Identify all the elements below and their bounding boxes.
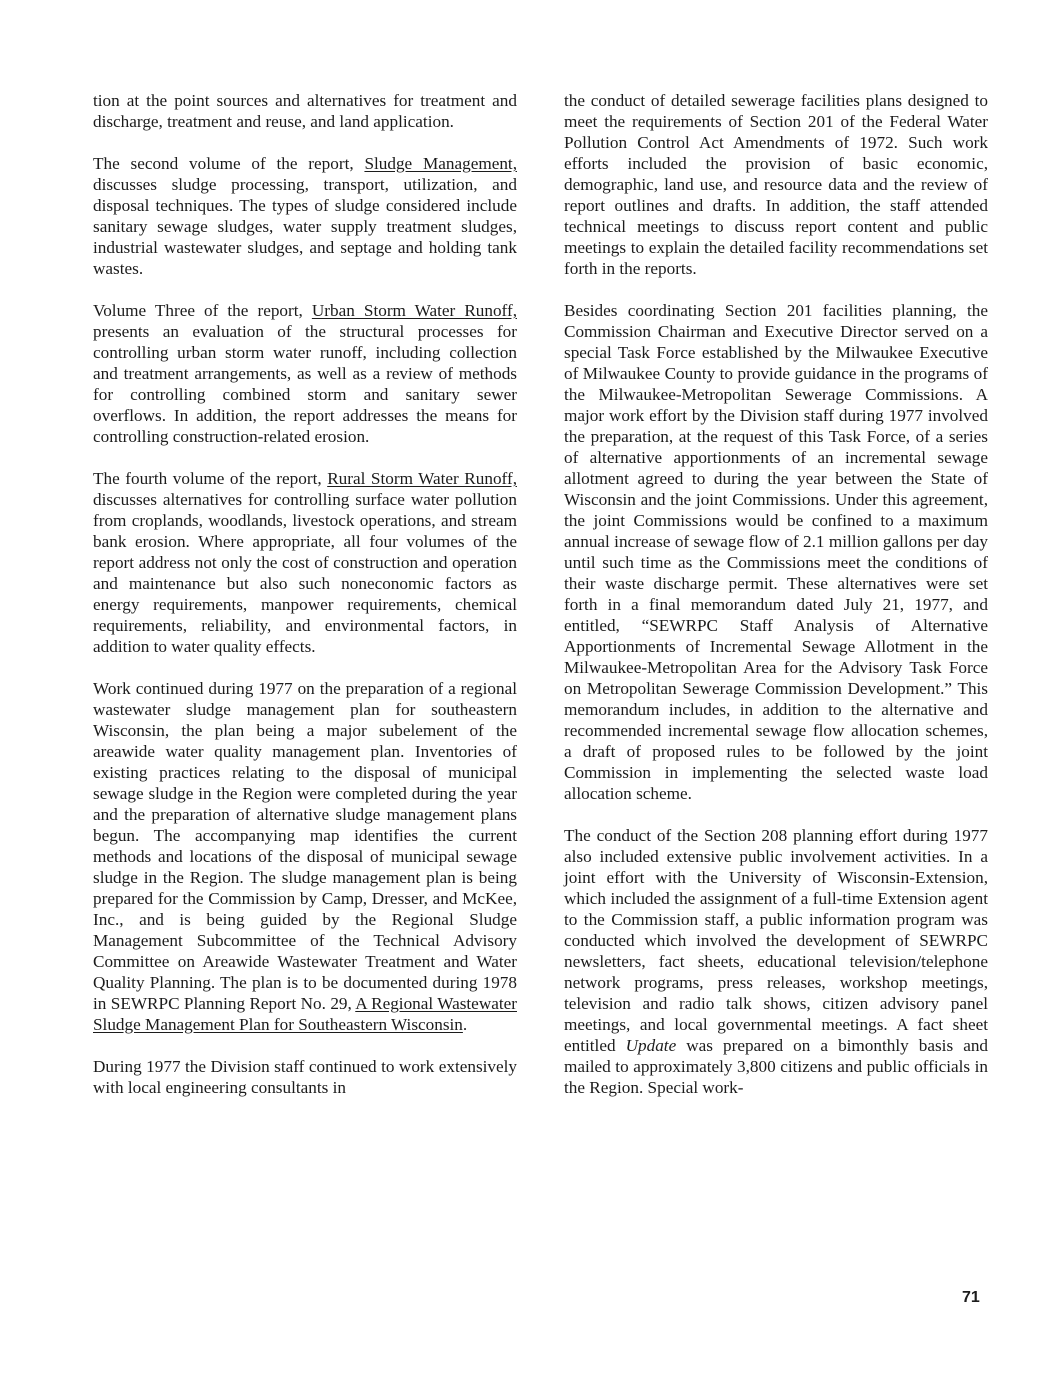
report-title: Rural Storm Water Runoff,	[327, 469, 517, 488]
paragraph	[564, 825, 988, 1098]
paragraph-text: The second volume of the report,	[93, 154, 365, 173]
page-number: 71	[962, 1289, 980, 1306]
report-title: A Regional Wastewater Sludge Management Plan for Southeastern Wisconsin	[93, 994, 517, 1034]
paragraph-text: discusses alternatives for controlling surface water pollution from croplands, woodlands, livestock operations, and stream bank erosion. Where appropriate, all four volumes of the report address not only the cost of construction and operation and maintenance but also such noneconomic factors as energy requirements, manpower requirements, chemical requirements, reliability, and environmental factors, in addition to water quality effects.	[93, 490, 517, 656]
paragraph-text: was prepared on a bimonthly basis and mailed to approximately 3,800 citizens and public officials in the Region. Special work-	[564, 1036, 989, 1097]
paragraph: the conduct of detailed sewerage facilities plans designed to meet the requirements of Section 201 of the Federal Water Pollution Control Act Amendments of 1972. Such work efforts included the provision of basic economic, demographic, land use, and resource data and the review of report outlines and drafts. In addition, the staff attended technical meetings to discuss report content and public meetings to explain the detailed facility recommendations set forth in the reports.	[564, 91, 988, 278]
paragraph-text: Work continued during 1977 on the preparation of a regional wastewater sludge management plan for southeastern Wisconsin, the plan being a major subelement of the areawide water quality management plan. Inventories of existing practices relating to the disposal of municipal sewage sludge in the Region were completed during the year and the preparation of alternative sludge management plans begun. The accompanying map identifies the current methods and locations of the disposal of municipal sewage sludge in the Region. The sludge management plan is being prepared for the Commission by Camp, Dresser, and McKee, Inc., and is being guided by the Regional Sludge Management Subcommittee of the Technical Advisory Committee on Areawide Wastewater Treatment and Water Quality Planning. The plan is to be documented during 1978 in SEWRPC Planning Report No. 29,	[93, 679, 517, 1013]
report-title: Urban Storm Water Runoff,	[311, 301, 517, 320]
paragraph-text: presents an evaluation of the structural processes for controlling urban storm water runoff, including collection and treatment arrangements, as well as a review of methods for controlling combined storm and sanitary sewer overflows. In addition, the report addresses the means for controlling construction-related erosion.	[93, 322, 517, 446]
paragraph: Besides coordinating Section 201 facilities planning, the Commission Chairman and Executive Director served on a special Task Force established by the Milwaukee Executive of Milwaukee County to provide guidance in the programs of the Milwaukee-Metropolitan Sewerage Commissions. A major work effort by the Division staff during 1977 involved the preparation, at the request of this Task Force, of a series of alternative apportionments of an incremental sewage allotment agreed to during the year between the State of Wisconsin and the joint Commissions. Under this agreement, the joint Commissions would be confined to a maximum annual increase of sewage flow of 2.1 million gallons per day until such time as the Commissions meet the conditions of their waste discharge permit. These alternatives were set forth in a final memorandum dated July 21, 1977, and entitled, “SEWRPC Staff Analysis of Alternative Apportionments of Incremental Sewage Allotment in the Milwaukee-Metropolitan Area for the Advisory Task Force on Metropolitan Sewerage Commission Development.” This memorandum includes, in addition to the alternative and recommended incremental sewage flow allocation schemes, a draft of proposed rules to be followed by the joint Commission in implementing the selected waste load allocation scheme.	[564, 301, 988, 803]
paragraph	[93, 153, 517, 279]
paragraph-text: The conduct of the Section 208 planning effort during 1977 also included extensive public involvement activities. In a joint effort with the University of Wisconsin-Extension, which included the assignment of a full-time Extension agent to the Commission staff, a public information program was conducted which involved the development of SEWRPC newsletters, fact sheets, educational television/telephone network programs, press releases, workshop meetings, television and radio talk shows, citizen advisory panel meetings, and local governmental meetings. A fact sheet entitled	[564, 826, 988, 1055]
paragraph: tion at the point sources and alternatives for treatment and discharge, treatment and reuse, and land application.	[93, 91, 517, 131]
paragraph	[93, 300, 517, 447]
paragraph-text: Volume Three of the report,	[93, 301, 312, 320]
left-column	[93, 90, 517, 1119]
publication-title: Update	[625, 1036, 677, 1055]
paragraph: During 1977 the Division staff continued to work extensively with local engineering consultants in	[93, 1057, 517, 1097]
paragraph-text: .	[462, 1015, 468, 1034]
paragraph-text: The fourth volume of the report,	[93, 469, 328, 488]
paragraph	[93, 468, 517, 657]
paragraph-text: discusses sludge processing, transport, utilization, and disposal techniques. The types of sludge considered include sanitary sewage sludges, water supply treatment sludges, industrial wastewater sludges, and septage and holding tank wastes.	[93, 175, 517, 278]
right-column	[564, 90, 988, 1119]
paragraph	[93, 678, 517, 1035]
report-title: Sludge Management,	[364, 154, 517, 173]
